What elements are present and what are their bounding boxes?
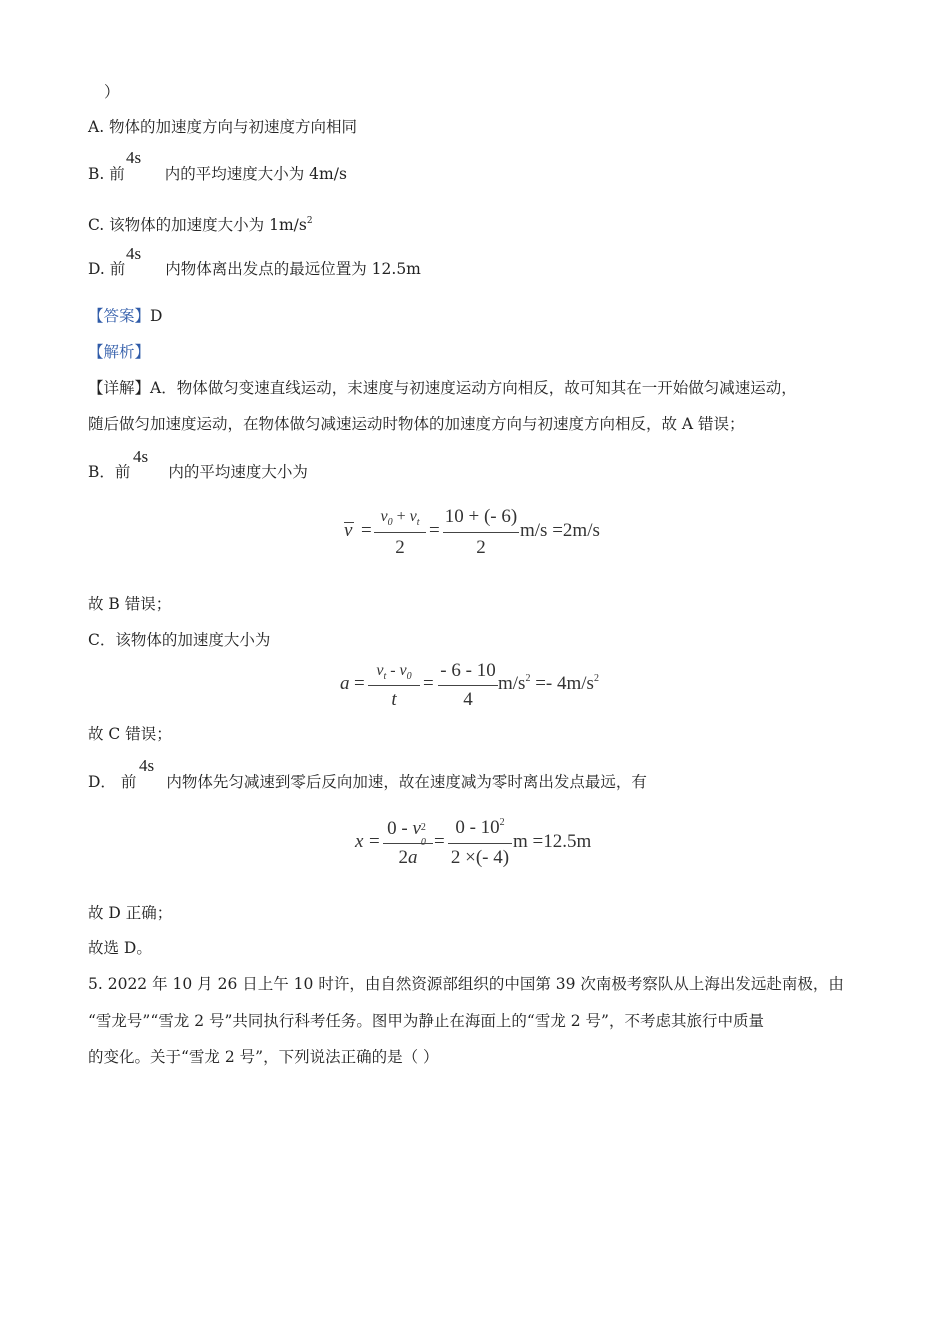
eq-a-lhs: a — [340, 673, 350, 694]
eq-v-tail: m/s =2m/s — [520, 520, 600, 541]
option-b-text: 内的平均速度大小为 4m/s — [164, 165, 347, 183]
eq-a-num1: $v_t - v_0$ — [376, 662, 412, 682]
detail-b — [88, 462, 308, 482]
detail-c-conclusion: 故 C 错误； — [88, 725, 172, 743]
eq-x-num2: $0 - 10^2$ — [455, 817, 505, 838]
answer-tag: 【答案】 — [88, 307, 151, 325]
eq-a-eq2: = — [423, 673, 434, 694]
option-c-text: C. 该物体的加速度大小为 1m/s — [88, 216, 307, 234]
detail-d-text: 内物体先匀减速到零后反向加速，故在速度减为零时离出发点最远，有 — [166, 773, 647, 791]
q5-line-2: “雪龙号”“雪龙 2 号”共同执行科考任务。图甲为静止在海面上的“雪龙 2 号”，不考虑其旅行中质量 — [88, 1012, 764, 1030]
eq-v-den1: 2 — [395, 537, 405, 558]
option-c-sup: 2 — [306, 216, 313, 226]
eq-x-lhs: x — [355, 831, 364, 852]
option-d-prefix: D. 前 — [88, 260, 126, 278]
eq-a-tail: $m/s^2 =- 4m/s^2$ — [498, 673, 599, 694]
detail-d-prefix: D． 前 — [88, 773, 137, 791]
detail-c-intro: C．该物体的加速度大小为 — [88, 631, 271, 649]
detail-b-conclusion: 故 B 错误； — [88, 595, 172, 613]
answer-line — [88, 306, 162, 326]
eq-a-num2: - 6 - 10 — [440, 660, 496, 681]
option-b-prefix: B. 前 — [88, 165, 125, 183]
detail-b-text: 内的平均速度大小为 — [168, 463, 308, 481]
eq-x-eq1: = — [369, 831, 380, 852]
eq-v-eq2: = — [429, 520, 440, 541]
eq-x-den1: 2a — [398, 847, 418, 868]
eq-v-den2: 2 — [476, 537, 486, 558]
detail-d-conclusion: 故 D 正确； — [88, 904, 173, 922]
option-c — [88, 211, 313, 235]
analysis-tag: 【解析】 — [88, 343, 151, 361]
eq-v-lhs: v — [344, 520, 353, 541]
eq-a-den1: t — [391, 689, 397, 710]
detail-d — [88, 772, 647, 792]
eq-a-den2: 4 — [463, 689, 473, 710]
eq-x-eq2: = — [434, 831, 445, 852]
option-a: A. 物体的加速度方向与初速度方向相同 — [88, 118, 358, 136]
detail-b-prefix: B．前 — [88, 463, 131, 481]
top-paren: ） — [104, 83, 120, 101]
q5-line-1: 5. 2022 年 10 月 26 日上午 10 时许，由自然资源部组织的中国第 39 次南极考察队从上海出发远赴南极，由 — [88, 975, 844, 993]
eq-v-bar2 — [443, 532, 519, 533]
final-choice: 故选 D。 — [88, 939, 152, 957]
eq-x-tail: m =12.5m — [513, 831, 592, 852]
option-d-text: 内物体离出发点的最远位置为 12.5m — [165, 260, 421, 278]
eq-v-eq1: = — [361, 520, 372, 541]
q5-line-3: 的变化。关于“雪龙 2 号”，下列说法正确的是（ ） — [88, 1048, 439, 1066]
detail-b-4s: 4s — [133, 447, 149, 466]
eq-a-bar2 — [438, 685, 498, 686]
detail-line-2: 随后做匀加速度运动，在物体做匀减速运动时物体的加速度方向与初速度方向相反，故 A 错误； — [88, 415, 745, 433]
eq-a-bar1 — [368, 685, 420, 686]
answer-value: D — [150, 307, 163, 325]
eq-x-bar1 — [383, 843, 433, 844]
option-b-4s: 4s — [126, 148, 142, 167]
eq-v-num1: $v_0 + v_t$ — [380, 508, 420, 528]
eq-x-num1: 0 - v 2 0 — [387, 818, 426, 848]
option-d-4s: 4s — [126, 244, 142, 263]
eq-x-bar2 — [448, 843, 512, 844]
eq-v-num2: 10 + (- 6) — [444, 506, 518, 527]
detail-line-1: 【详解】A．物体做匀变速直线运动，末速度与初速度运动方向相反，故可知其在一开始做匀减速运动， — [88, 379, 797, 397]
eq-a-eq1: = — [354, 673, 365, 694]
eq-x-den2: 2 ×(- 4) — [450, 847, 510, 868]
eq-v-bar1 — [374, 532, 426, 533]
detail-d-4s: 4s — [139, 756, 155, 775]
